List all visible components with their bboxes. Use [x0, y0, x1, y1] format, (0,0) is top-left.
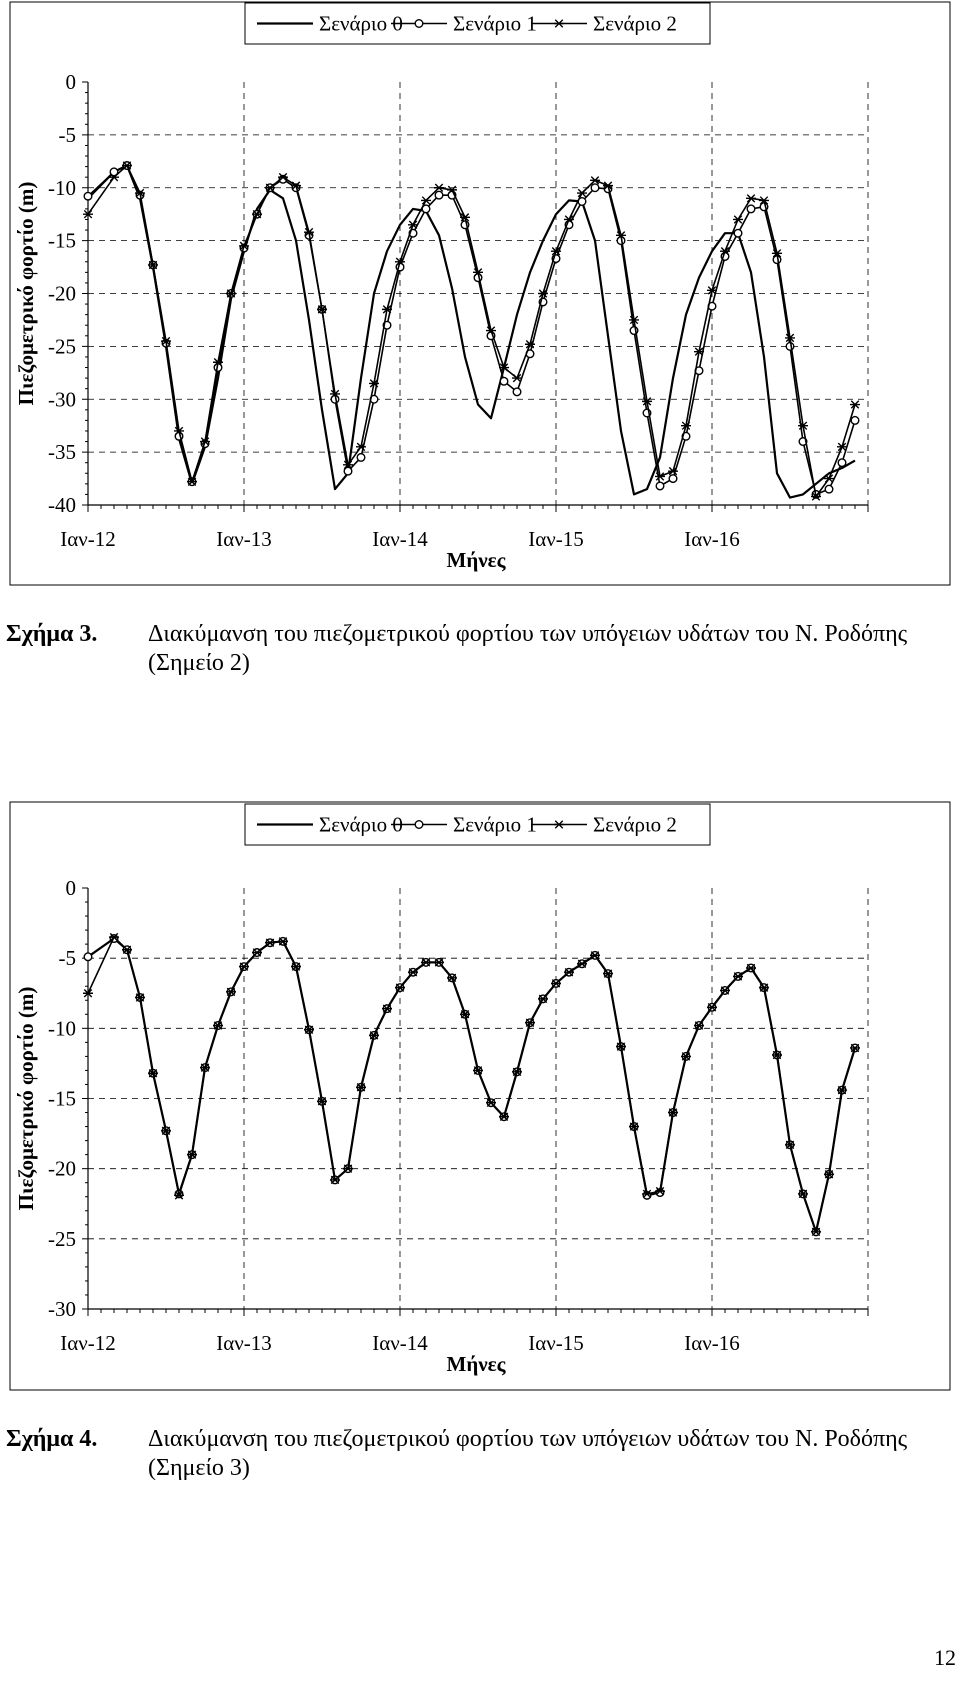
fig4-x-tick-label: Ιαν-15 [528, 1331, 584, 1355]
fig4-y-tick-label: -5 [58, 946, 76, 971]
fig3-series-1-point [435, 191, 443, 199]
figure-3-chart [0, 0, 960, 590]
fig4-y-tick-label: 0 [65, 876, 76, 900]
fig3-series-1-point [344, 467, 352, 475]
fig3-series-1-point [825, 485, 833, 493]
fig3-series-1-point [500, 377, 508, 385]
fig4-series-1-point [84, 953, 92, 961]
fig4-y-tick-label: -30 [48, 1297, 76, 1321]
page-number: 12 [934, 1645, 956, 1670]
fig3-legend-label: Σενάριο 2 [593, 11, 677, 36]
fig3-x-tick-label: Ιαν-12 [60, 527, 116, 551]
figure-3-caption-label: Σχήμα 3. [6, 621, 98, 647]
fig3-series-1-point [734, 229, 742, 237]
figure-3-svg [0, 0, 960, 590]
fig3-series-1-point [656, 482, 664, 490]
fig3-series-1-point [851, 417, 859, 425]
fig3-series-1-point [591, 184, 599, 192]
fig3-y-tick-label: 0 [65, 70, 76, 94]
fig3-y-tick-label: -15 [48, 228, 76, 253]
fig3-y-tick-label: -30 [48, 387, 76, 412]
fig3-y-tick-label: -20 [48, 281, 76, 306]
fig3-legend-label: Σενάριο 0 [319, 11, 403, 36]
fig3-series-1-point [84, 192, 92, 200]
fig4-y-axis-title: Πιεζομετρικό φορτίο (m) [14, 986, 38, 1211]
fig3-series-1-point [786, 343, 794, 351]
fig4-legend-marker [415, 821, 423, 829]
figure-3-caption-text: Διακύμανση του πιεζομετρικού φορτίου των υπόγειων υδάτων του Ν. Ροδόπης (Σημείο 2) [148, 621, 908, 676]
fig3-series-1-point [513, 388, 521, 396]
fig4-x-tick-label: Ιαν-16 [684, 1331, 740, 1355]
fig4-y-tick-label: -15 [48, 1086, 76, 1111]
figure-4-caption-label: Σχήμα 4. [6, 1426, 98, 1452]
figure-4-chart [0, 800, 960, 1395]
fig3-y-tick-label: -10 [48, 175, 76, 200]
fig3-series-1-point [747, 205, 755, 213]
fig4-y-tick-label: -10 [48, 1016, 76, 1041]
fig3-series-1-point [838, 459, 846, 467]
fig4-legend-label: Σενάριο 0 [319, 812, 403, 837]
fig4-x-axis-title: Μήνες [446, 1352, 506, 1376]
fig3-x-tick-label: Ιαν-13 [216, 527, 272, 551]
fig4-x-tick-label: Ιαν-12 [60, 1331, 116, 1355]
fig4-x-tick-label: Ιαν-13 [216, 1331, 272, 1355]
fig3-y-tick-label: -35 [48, 440, 76, 465]
fig3-y-tick-label: -25 [48, 334, 76, 359]
fig3-x-tick-label: Ιαν-14 [372, 527, 428, 551]
fig3-legend-marker [415, 20, 423, 28]
fig4-frame [10, 802, 950, 1390]
fig3-x-tick-label: Ιαν-16 [684, 527, 740, 551]
figure-4-caption-text: Διακύμανση του πιεζομετρικού φορτίου των υπόγειων υδάτων του Ν. Ροδόπης (Σημείο 3) [148, 1426, 908, 1481]
fig3-series-1-point [669, 475, 677, 483]
fig3-y-tick-label: -5 [58, 122, 76, 147]
fig4-legend-label: Σενάριο 2 [593, 812, 677, 837]
fig4-x-tick-label: Ιαν-14 [372, 1331, 428, 1355]
fig3-series-1-point [357, 454, 365, 462]
fig3-x-axis-title: Μήνες [446, 548, 506, 572]
fig4-y-tick-label: -25 [48, 1226, 76, 1251]
fig3-y-axis-title: Πιεζομετρικό φορτίο (m) [14, 181, 38, 406]
fig3-legend-label: Σενάριο 1 [453, 11, 537, 36]
fig4-y-tick-label: -20 [48, 1156, 76, 1181]
figure-4-svg [0, 800, 960, 1395]
fig3-y-tick-label: -40 [48, 493, 76, 517]
fig3-x-tick-label: Ιαν-15 [528, 527, 584, 551]
fig4-legend-label: Σενάριο 1 [453, 812, 537, 837]
